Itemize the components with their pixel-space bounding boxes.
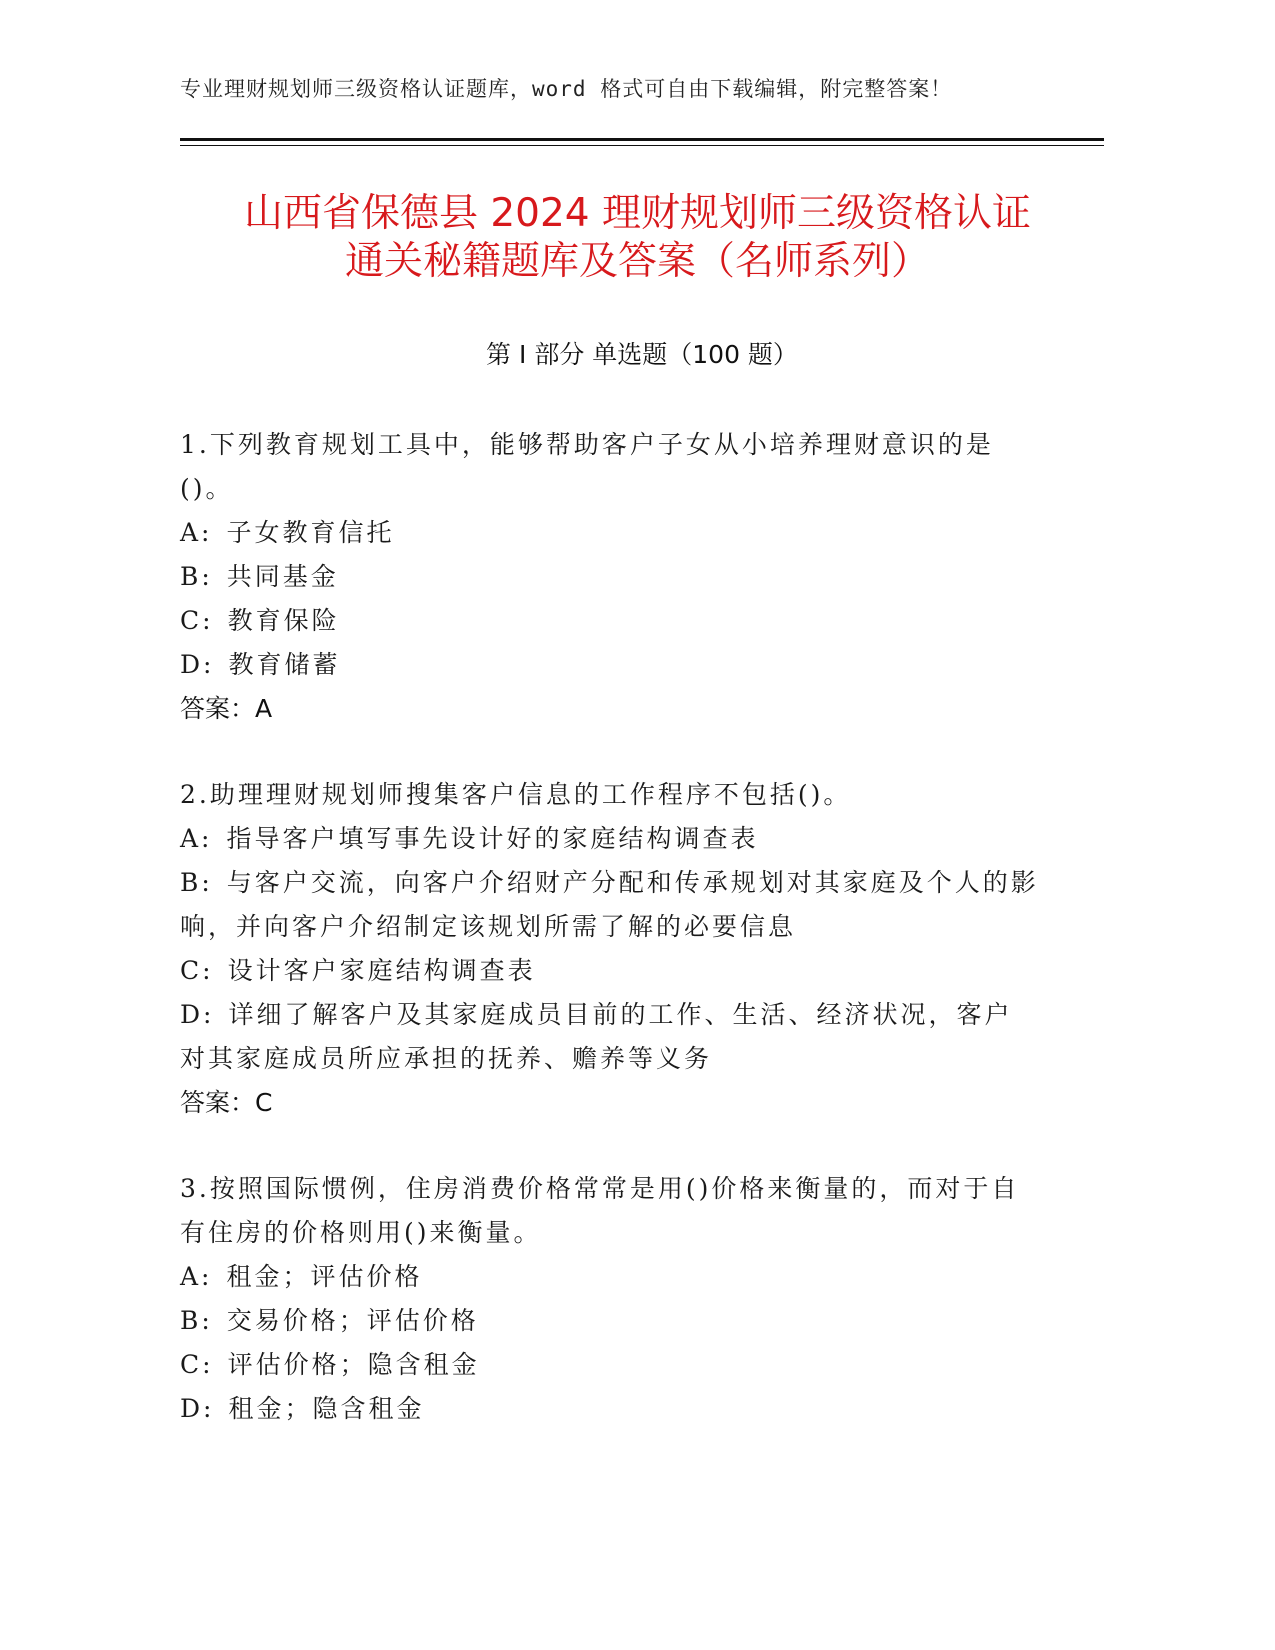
answer-line: 答案：A [180,694,273,723]
option-letter: B: [180,562,213,591]
option-letter: B: [180,868,213,897]
option-text: 租金；评估价格 [226,1262,423,1291]
option-b [180,555,1040,599]
option-text: 设计客户家庭结构调查表 [227,956,536,985]
option-a [180,817,1040,861]
option-text: 指导客户填写事先设计好的家庭结构调查表 [226,824,759,853]
option-text: 评估价格；隐含租金 [227,1350,480,1379]
question-3 [180,1167,1040,1431]
question-stem: 2.助理理财规划师搜集客户信息的工作程序不包括()。 [180,780,852,809]
question-stem: 3.按照国际惯例，住房消费价格常常是用()价格来衡量的，而对于自有住房的价格则用()来衡量。 [180,1174,1020,1247]
option-d [180,643,1040,687]
option-a [180,1255,1040,1299]
option-letter: D: [180,1000,215,1029]
option-letter: A: [180,518,213,547]
title-line-1: 山西省保德县 2024 理财规划师三级资格认证 [243,191,1032,236]
page-header: 专业理财规划师三级资格认证题库，word 格式可自由下载编辑，附完整答案！ [180,77,953,101]
option-text: 详细了解客户及其家庭成员目前的工作、生活、经济状况，客户对其家庭成员所应承担的抚养、赡养等义务 [180,1000,1013,1073]
header-rule-thick [180,138,1104,141]
option-letter: B: [180,1306,213,1335]
title-line-2: 通关秘籍题库及答案（名师系列） [344,239,930,284]
option-letter: D: [180,1394,215,1423]
header-rule-thin [180,145,1104,146]
option-b [180,861,1040,949]
option-c [180,599,1040,643]
answer-line: 答案：C [180,1088,273,1117]
option-letter: C: [180,606,214,635]
option-letter: D: [180,650,215,679]
option-c [180,949,1040,993]
option-d [180,993,1040,1081]
question-list [180,423,1040,1473]
document-title [150,190,1125,286]
option-text: 租金；隐含租金 [228,1394,425,1423]
option-letter: C: [180,1350,214,1379]
option-letter: A: [180,1262,213,1291]
option-text: 子女教育信托 [226,518,395,547]
option-letter: A: [180,824,213,853]
section-heading: 第 I 部分 单选题（100 题） [486,340,798,369]
option-b [180,1299,1040,1343]
question-1 [180,423,1040,731]
option-a [180,511,1040,555]
option-text: 共同基金 [226,562,339,591]
option-d [180,1387,1040,1431]
question-2 [180,773,1040,1125]
option-text: 教育保险 [227,606,340,635]
option-text: 教育储蓄 [228,650,341,679]
option-text: 交易价格；评估价格 [226,1306,479,1335]
option-c [180,1343,1040,1387]
question-stem: 1.下列教育规划工具中，能够帮助客户子女从小培养理财意识的是()。 [180,430,994,503]
option-text: 与客户交流，向客户介绍财产分配和传承规划对其家庭及个人的影响，并向客户介绍制定该规划所需了解的必要信息 [180,868,1039,941]
option-letter: C: [180,956,214,985]
